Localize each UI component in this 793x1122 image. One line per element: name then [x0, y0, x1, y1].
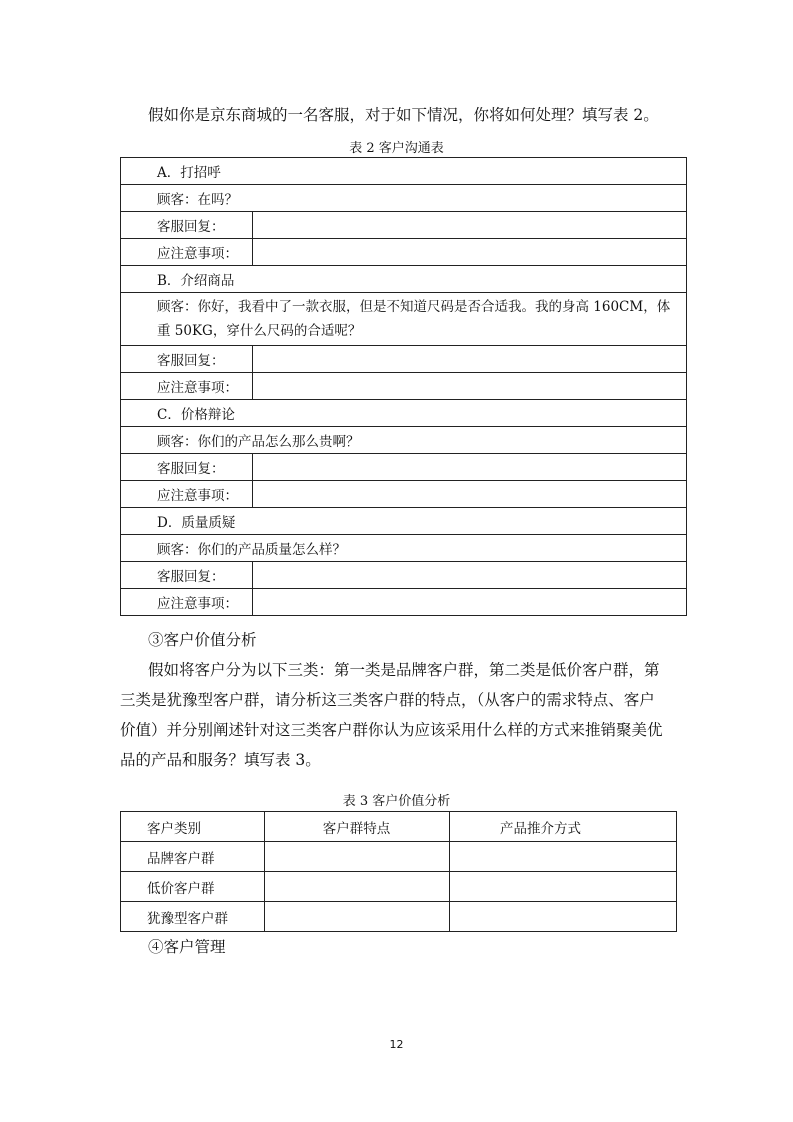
reply-row — [121, 454, 687, 481]
section-heading: C．价格辩论 — [121, 400, 687, 427]
customer-question: 顾客：你们的产品怎么那么贵啊？ — [121, 427, 687, 454]
notes-row — [121, 481, 687, 508]
section-heading-row — [121, 266, 687, 293]
customer-question-line: 顾客：你好，我看中了一款衣服，但是不知道尺码是否合适我。我的身高 160CM，体 — [157, 299, 671, 315]
analysis-paragraph — [120, 655, 688, 775]
notes-cell[interactable] — [253, 239, 687, 266]
customer-question-row — [121, 427, 687, 454]
section-heading-row — [121, 158, 687, 185]
table-header-row — [121, 812, 677, 842]
section-heading: A．打招呼 — [121, 158, 687, 185]
section4-title: ④客户管理 — [148, 938, 226, 956]
reply-row — [121, 346, 687, 373]
section-heading-row — [121, 400, 687, 427]
row-label: 低价客户群 — [121, 872, 265, 902]
characteristics-cell[interactable] — [265, 872, 450, 902]
reply-row — [121, 212, 687, 239]
promotion-cell[interactable] — [450, 842, 677, 872]
notes-label: 应注意事项： — [121, 373, 253, 400]
notes-row — [121, 239, 687, 266]
reply-cell[interactable] — [253, 454, 687, 481]
table3-caption: 表 3 客户价值分析 — [342, 794, 451, 809]
section-heading: D．质量质疑 — [121, 508, 687, 535]
customer-question-row — [121, 535, 687, 562]
characteristics-cell[interactable] — [265, 842, 450, 872]
customer-value-table — [120, 811, 677, 932]
row-label: 品牌客户群 — [121, 842, 265, 872]
reply-label: 客服回复： — [121, 454, 253, 481]
table2-caption: 表 2 客户沟通表 — [349, 141, 444, 156]
promotion-cell[interactable] — [450, 872, 677, 902]
page-number: 12 — [389, 1038, 404, 1051]
reply-row — [121, 562, 687, 589]
header-customer-type: 客户类别 — [121, 812, 265, 842]
notes-row — [121, 589, 687, 616]
customer-question-row — [121, 185, 687, 212]
section-heading-row — [121, 508, 687, 535]
section-heading: B．介绍商品 — [121, 266, 687, 293]
paragraph-line: 价值）并分别阐述针对这三类客户群你认为应该采用什么样的方式来推销聚美优 — [120, 721, 663, 739]
row-label: 犹豫型客户群 — [121, 902, 265, 932]
notes-cell[interactable] — [253, 481, 687, 508]
customer-question: 顾客：在吗？ — [121, 185, 687, 212]
notes-cell[interactable] — [253, 589, 687, 616]
reply-label: 客服回复： — [121, 346, 253, 373]
reply-label: 客服回复： — [121, 562, 253, 589]
header-characteristics: 客户群特点 — [265, 812, 450, 842]
table-row — [121, 902, 677, 932]
notes-label: 应注意事项： — [121, 589, 253, 616]
customer-question: 顾客：你们的产品质量怎么样？ — [121, 535, 687, 562]
table-row — [121, 872, 677, 902]
notes-row — [121, 373, 687, 400]
reply-label: 客服回复： — [121, 212, 253, 239]
promotion-cell[interactable] — [450, 902, 677, 932]
characteristics-cell[interactable] — [265, 902, 450, 932]
customer-question-line: 重 50KG，穿什么尺码的合适呢？ — [157, 323, 362, 339]
paragraph-line: 假如将客户分为以下三类：第一类是品牌客户群，第二类是低价客户群，第 — [148, 661, 660, 679]
reply-cell[interactable] — [253, 346, 687, 373]
notes-label: 应注意事项： — [121, 239, 253, 266]
header-promotion-method: 产品推介方式 — [450, 812, 677, 842]
table-row — [121, 842, 677, 872]
intro-text: 假如你是京东商城的一名客服，对于如下情况，你将如何处理？填写表 2。 — [148, 106, 659, 124]
customer-communication-table — [120, 157, 687, 616]
reply-cell[interactable] — [253, 212, 687, 239]
customer-question — [121, 293, 687, 346]
reply-cell[interactable] — [253, 562, 687, 589]
section3-title: ③客户价值分析 — [148, 631, 257, 649]
notes-cell[interactable] — [253, 373, 687, 400]
paragraph-line: 品的产品和服务？填写表 3。 — [120, 751, 321, 769]
customer-question-row — [121, 293, 687, 346]
notes-label: 应注意事项： — [121, 481, 253, 508]
paragraph-line: 三类是犹豫型客户群，请分析这三类客户群的特点，（从客户的需求特点、客户 — [120, 691, 655, 709]
